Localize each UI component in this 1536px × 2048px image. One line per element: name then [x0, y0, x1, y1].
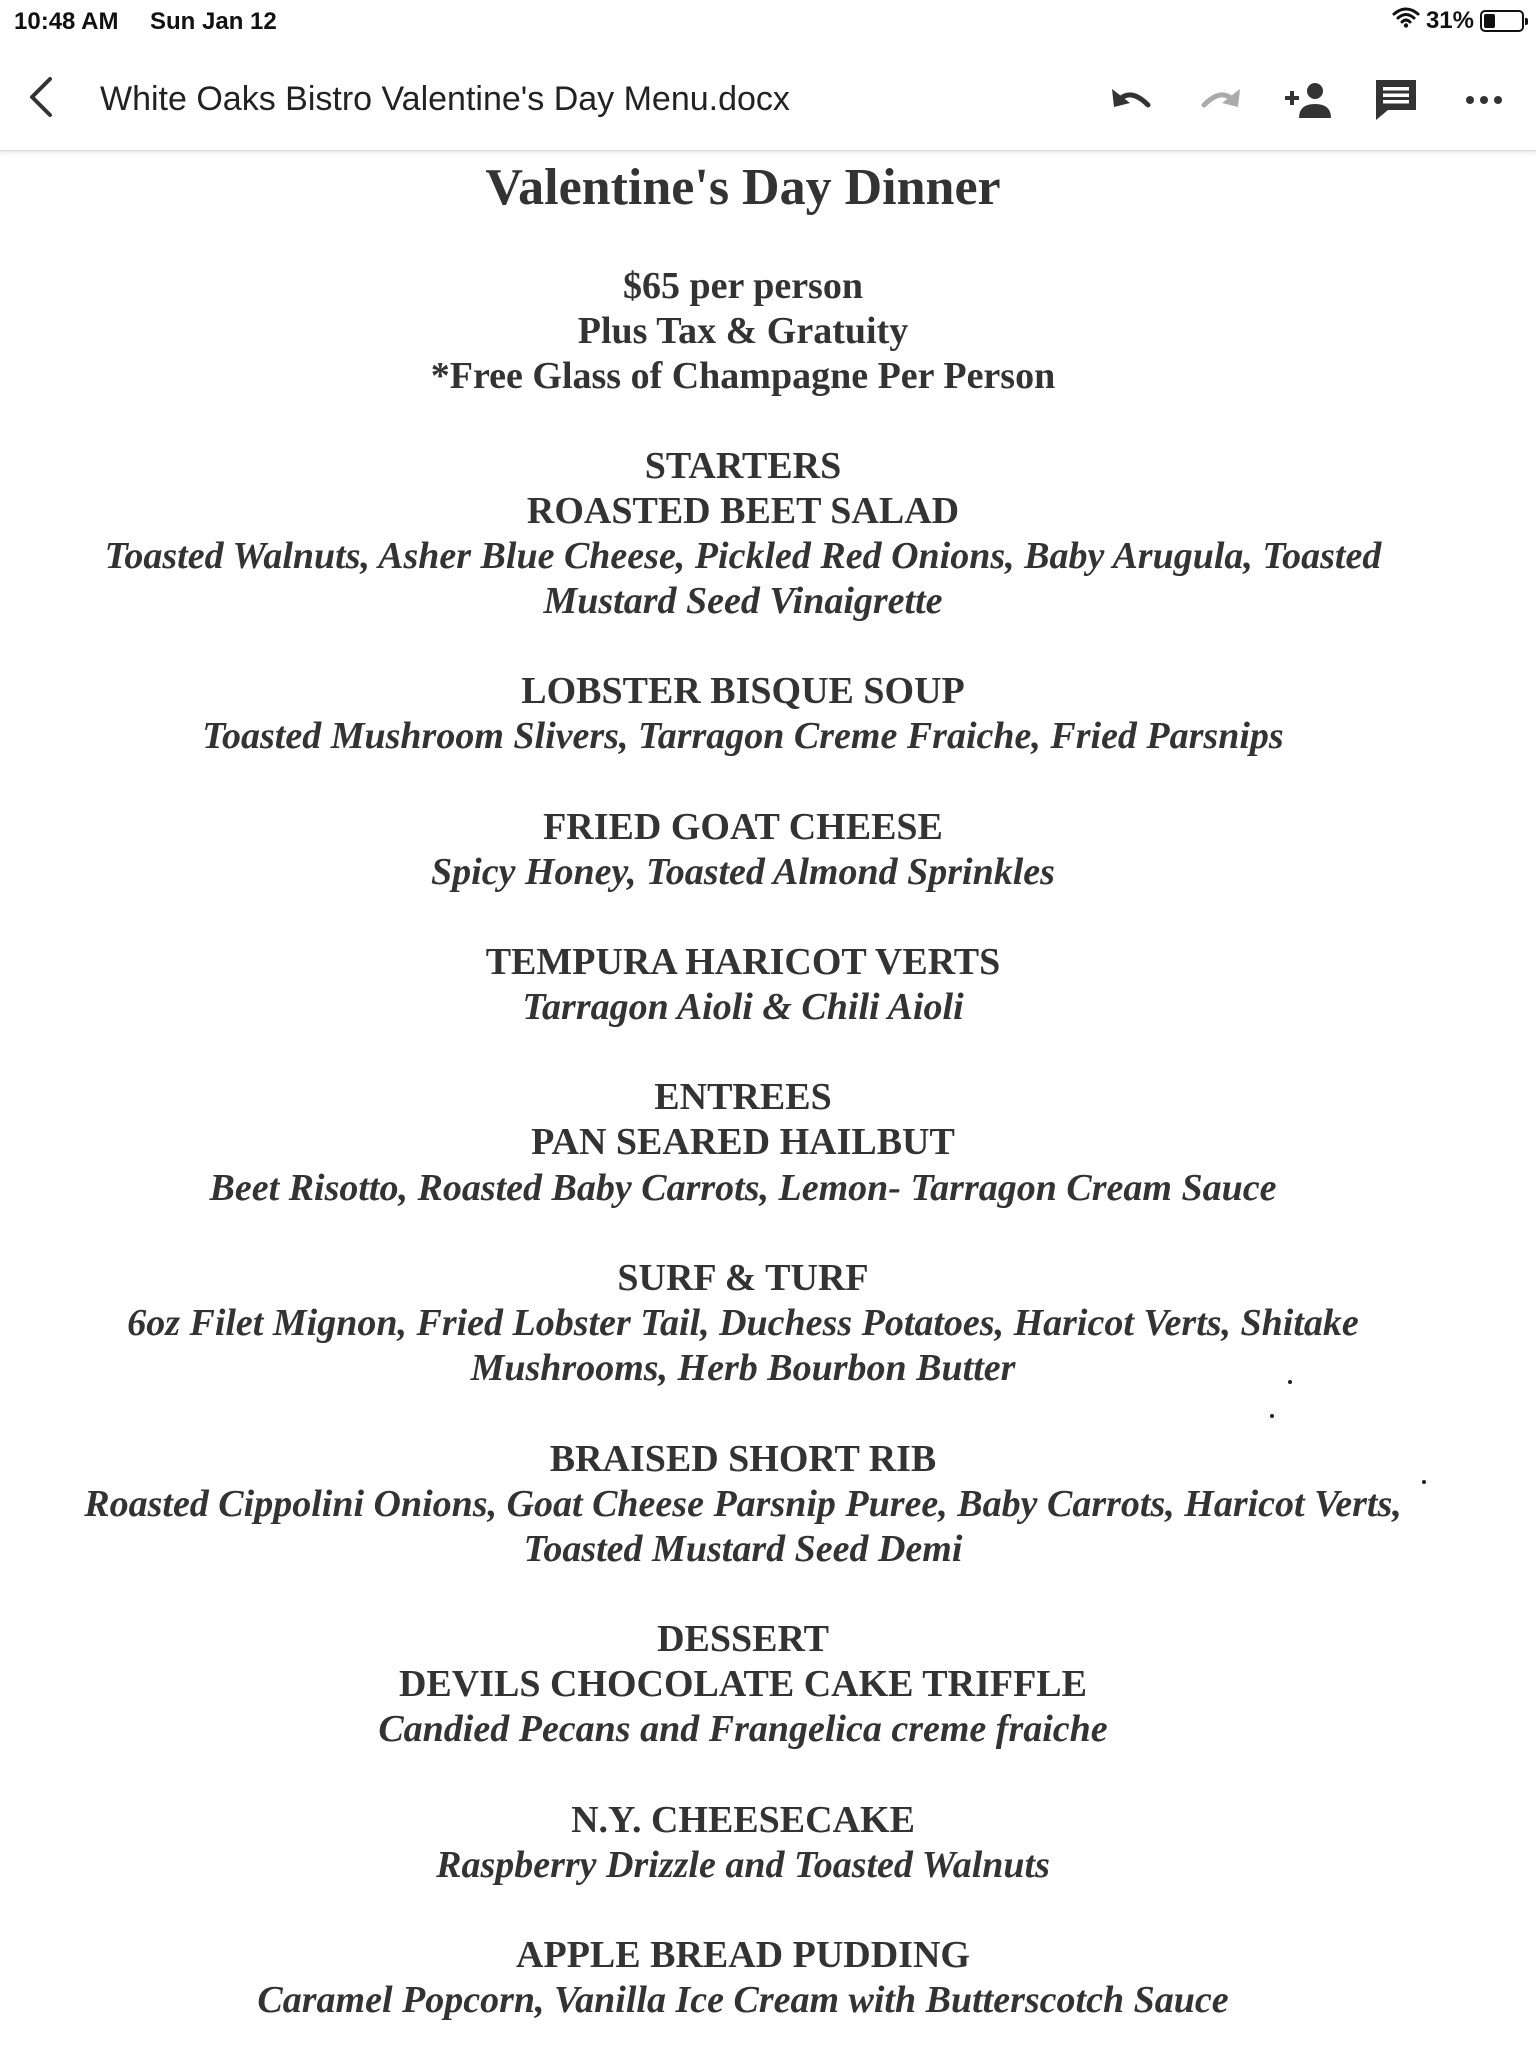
status-time: 10:48 AM — [14, 8, 119, 35]
undo-icon — [1108, 83, 1156, 117]
dessert-name: APPLE BREAD PUDDING — [516, 1934, 970, 1976]
starter-name: LOBSTER BISQUE SOUP — [521, 670, 965, 712]
add-person-icon — [1283, 80, 1333, 120]
dessert-description: Caramel Popcorn, Vanilla Ice Cream with Butterscotch Sauce — [257, 1979, 1229, 2021]
status-indicators — [1392, 6, 1524, 35]
menu-title: Valentine's Day Dinner — [485, 159, 1001, 216]
price-line: $65 per person — [623, 265, 863, 307]
battery-icon — [1480, 10, 1524, 32]
entree-description: 6oz Filet Mignon, Fried Lobster Tail, Duchess Potatoes, Haricot Verts, Shitake — [127, 1302, 1359, 1344]
stray-dot — [1422, 1480, 1426, 1484]
back-button[interactable] — [16, 72, 66, 122]
starter-description: Toasted Walnuts, Asher Blue Cheese, Pickled Red Onions, Baby Arugula, Toasted — [104, 535, 1382, 577]
comment-button[interactable] — [1368, 72, 1424, 128]
back-icon — [26, 75, 56, 119]
comment-icon — [1374, 78, 1418, 122]
entree-description: Mushrooms, Herb Bourbon Butter — [470, 1347, 1016, 1389]
starter-name: FRIED GOAT CHEESE — [543, 806, 943, 848]
status-bar — [0, 0, 1536, 42]
starter-description: Toasted Mushroom Slivers, Tarragon Creme Fraiche, Fried Parsnips — [202, 715, 1284, 757]
tax-line: Plus Tax & Gratuity — [577, 310, 909, 352]
starter-description: Tarragon Aioli & Chili Aioli — [522, 986, 964, 1028]
battery-percent: 31% — [1425, 6, 1474, 34]
dessert-description: Candied Pecans and Frangelica creme fraiche — [378, 1708, 1108, 1750]
stray-dot — [1270, 1414, 1274, 1418]
share-add-person-button[interactable] — [1280, 72, 1336, 128]
dessert-name: DEVILS CHOCOLATE CAKE TRIFFLE — [398, 1663, 1087, 1705]
starter-name: TEMPURA HARICOT VERTS — [485, 941, 1001, 983]
entree-name: SURF & TURF — [617, 1257, 869, 1299]
document-title: White Oaks Bistro Valentine's Day Menu.docx — [100, 80, 790, 118]
battery-level-fill — [1484, 14, 1495, 28]
wifi-icon — [1392, 6, 1420, 35]
document-body[interactable] — [0, 150, 1536, 2048]
status-date: Sun Jan 12 — [150, 8, 277, 35]
entree-description: Toasted Mustard Seed Demi — [523, 1528, 963, 1570]
document-toolbar — [0, 42, 1536, 151]
redo-button[interactable] — [1192, 72, 1248, 128]
stray-dot — [1288, 1380, 1292, 1384]
starters-heading: STARTERS — [644, 445, 842, 487]
starter-description: Mustard Seed Vinaigrette — [543, 580, 943, 622]
dessert-name: N.Y. CHEESECAKE — [571, 1799, 915, 1841]
undo-button[interactable] — [1104, 72, 1160, 128]
entree-name: PAN SEARED HAILBUT — [531, 1121, 955, 1163]
dessert-description: Raspberry Drizzle and Toasted Walnuts — [436, 1844, 1050, 1886]
entree-name: BRAISED SHORT RIB — [549, 1438, 937, 1480]
more-icon — [1464, 94, 1504, 106]
starter-name: ROASTED BEET SALAD — [526, 490, 960, 532]
entree-description: Beet Risotto, Roasted Baby Carrots, Lemon- Tarragon Cream Sauce — [209, 1167, 1277, 1209]
starter-description: Spicy Honey, Toasted Almond Sprinkles — [431, 851, 1055, 893]
dessert-heading: DESSERT — [657, 1618, 829, 1660]
champagne-line: *Free Glass of Champagne Per Person — [430, 355, 1056, 397]
entree-description: Roasted Cippolini Onions, Goat Cheese Parsnip Puree, Baby Carrots, Haricot Verts, — [84, 1483, 1402, 1525]
entrees-heading: ENTREES — [654, 1076, 832, 1118]
more-options-button[interactable] — [1456, 72, 1512, 128]
redo-icon — [1196, 83, 1244, 117]
